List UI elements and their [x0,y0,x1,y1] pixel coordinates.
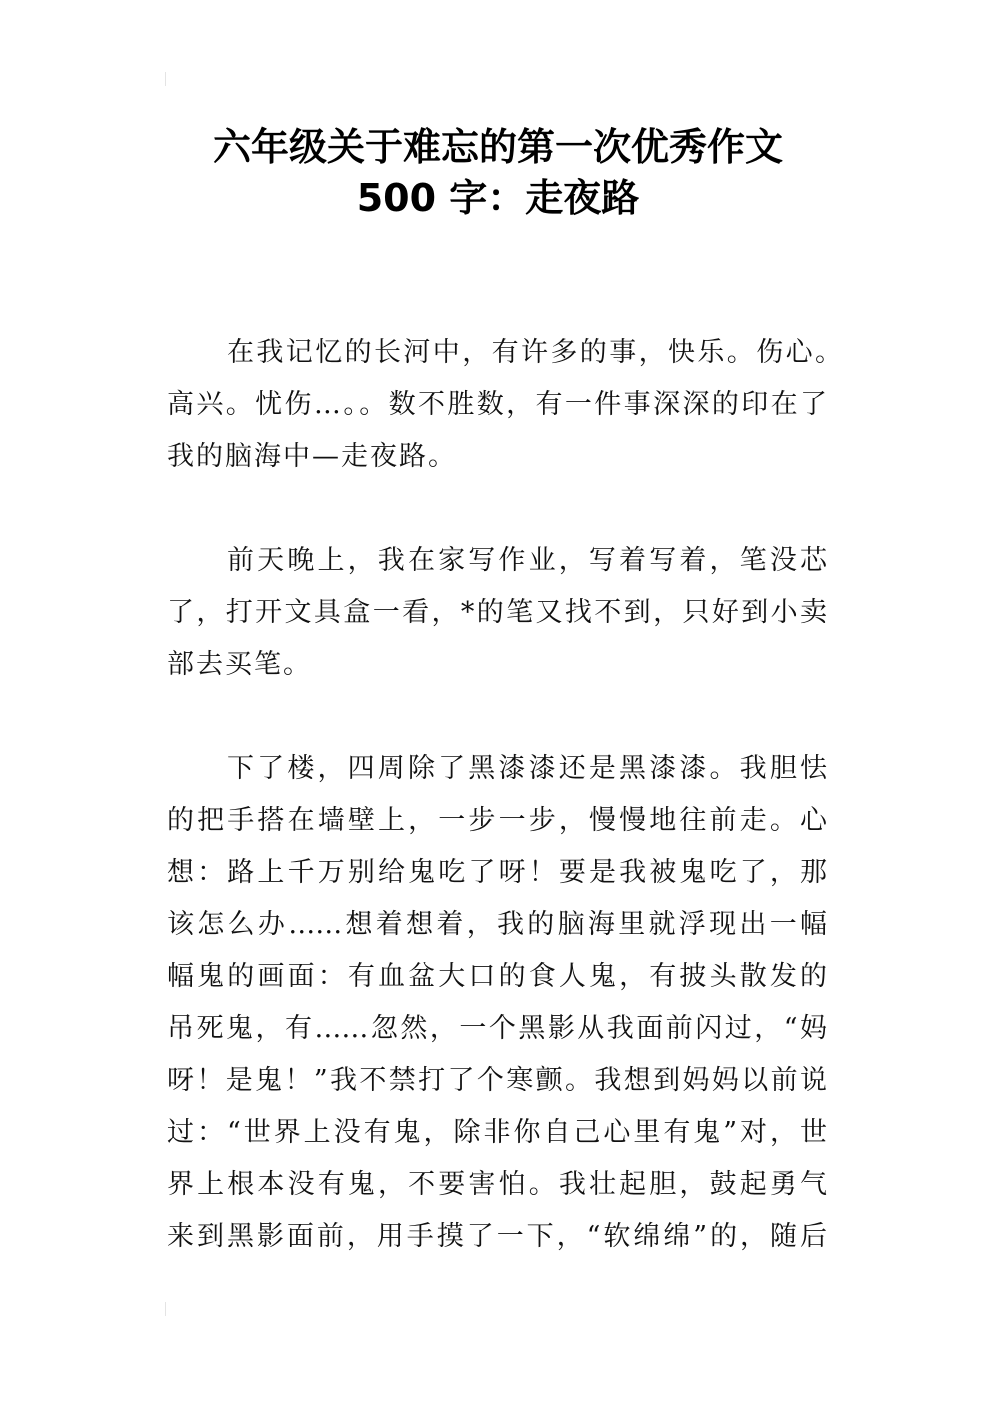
text-line: 过：“世界上没有鬼，除非你自己心里有鬼”对，世 [167,1117,827,1148]
text-line: 的把手搭在墙壁上，一步一步，慢慢地往前走。心 [167,805,827,836]
text-line: 部去买笔。 [167,649,312,680]
text-line: 我的脑海中—走夜路。 [167,441,457,472]
text-line: 界上根本没有鬼，不要害怕。我壮起胆，鼓起勇气 [167,1169,827,1200]
text-line: 想：路上千万别给鬼吃了呀！要是我被鬼吃了，那 [167,857,827,888]
text-line: 下了楼，四周除了黑漆漆还是黑漆漆。我胆怯 [227,753,827,784]
text-line: 前天晚上，我在家写作业，写着写着，笔没芯 [227,545,827,576]
text-line: 呀！是鬼！”我不禁打了个寒颤。我想到妈妈以前说 [167,1065,827,1096]
text-line: 了，打开文具盒一看，*的笔又找不到，只好到小卖 [167,597,827,628]
page-corner-mark [165,1302,166,1316]
text-line: 在我记忆的长河中，有许多的事，快乐。伤心。 [227,337,842,368]
text-line: 来到黑影面前，用手摸了一下，“软绵绵”的，随后 [167,1221,827,1252]
text-line: 高兴。忧伤…。。数不胜数，有一件事深深的印在了 [167,389,827,420]
text-line: 吊死鬼，有……忽然，一个黑影从我面前闪过，“妈 [167,1013,827,1044]
text-line: 该怎么办……想着想着，我的脑海里就浮现出一幅 [167,909,827,940]
title-line-1: 六年级关于难忘的第一次优秀作文 [212,125,783,169]
title-line-2: 500 字：走夜路 [356,176,640,220]
text-line: 幅鬼的画面：有血盆大口的食人鬼，有披头散发的 [167,961,827,992]
page-corner-mark [165,72,166,86]
